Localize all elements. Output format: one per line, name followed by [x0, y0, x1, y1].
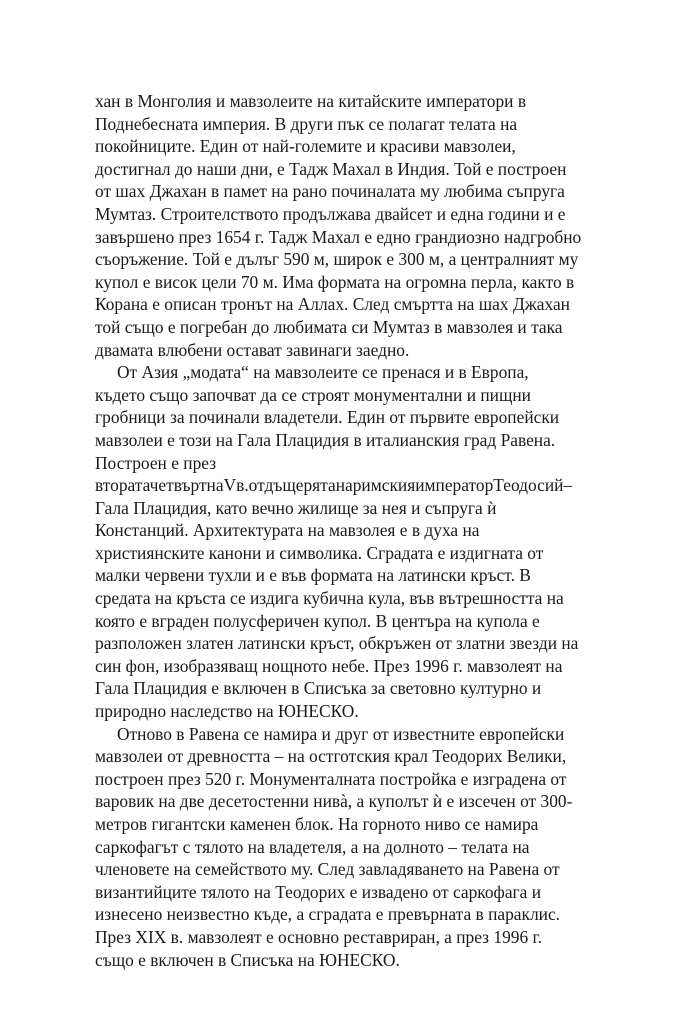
text-line: мавзолеи от древността – на остготския крал Теодорих Велики,: [95, 746, 567, 767]
text-line: Мумтаз. Строителството продължава двайсет и една години и е: [95, 203, 566, 224]
text-line: гробници за починали владетели. Един от първите европейски: [95, 407, 560, 428]
text-line: вторатачетвъртнаVв.отдъщерятанаримскияимператорТеодосий–: [95, 475, 573, 496]
paragraph: [95, 723, 615, 972]
text-line: Корана е описан тронът на Аллах. След смъртта на шах Джахан: [95, 294, 570, 315]
text-line: малки червени тухли и е във формата на латински кръст. В: [95, 565, 531, 586]
text-line: която е вграден полусферичен купол. В центъра на купола е: [95, 610, 540, 631]
text-line: построен през 520 г. Монументалната постройка е изградена от: [95, 768, 567, 789]
text-line: покойниците. Един от най-големите и красиви мавзолеи,: [95, 136, 516, 157]
text-line: двамата влюбени остават завинаги заедно.: [95, 339, 410, 360]
text-line: мавзолеи е този на Гала Плацидия в италианския град Равена.: [95, 429, 556, 450]
text-line: разположен златен латински кръст, обкръжен от златни звезди на: [95, 633, 579, 654]
text-line: християнските канони и символика. Сградата е издигната от: [95, 542, 544, 563]
text-line: от шах Джахан в памет на рано починалата му любима съпруга: [95, 181, 565, 202]
text-line: Отново в Равена се намира и друг от известните европейски: [117, 723, 565, 744]
text-line: хан в Монголия и мавзолеите на китайските императори в: [95, 91, 527, 111]
text-line: От Азия „модата“ на мавзолеите се пренася и в Европа,: [117, 362, 529, 383]
text-line: Гала Плацидия е включен в Списъка за световно културно и: [95, 678, 542, 699]
text-line: През XIX в. мавзолеят е основно реставриран, а през 1996 г.: [95, 926, 543, 947]
text-line: византийците тялото на Теодорих е извадено от саркофага и: [95, 881, 542, 902]
body-text: [95, 90, 615, 971]
paragraph: [95, 361, 615, 723]
text-line: метров гигантски каменен блок. На горното ниво се намира: [95, 814, 539, 834]
text-line: също е включен в Списъка на ЮНЕСКО.: [95, 949, 400, 970]
text-line: членовете на семейството му. След завладяването на Равена от: [95, 859, 560, 880]
text-line: съоръжение. Той е дълъг 590 м, широк е 300 м, а централният му: [95, 249, 579, 270]
text-line: варовик на две десетостенни нивà, а куполът ѝ е изсечен от 300-: [95, 791, 573, 812]
text-line: средата на кръста се издига кубична кула, във вътрешността на: [95, 588, 564, 609]
text-line: син фон, изобразяващ нощното небе. През 1996 г. мавзолеят на: [95, 655, 563, 676]
text-line: завършено през 1654 г. Тадж Махал е едно грандиозно надгробно: [95, 226, 582, 247]
text-line: достигнал до наши дни, е Тадж Махал в Индия. Той е построен: [95, 158, 567, 179]
text-line: Поднебесната империя. В други пък се полагат телата на: [95, 113, 518, 134]
text-line: природно наследство на ЮНЕСКО.: [95, 701, 359, 722]
text-line: Построен е през: [95, 452, 217, 473]
text-line: Констанций. Архитектурата на мавзолея е в духа на: [95, 520, 480, 541]
text-line: където също започват да се строят монументални и пищни: [95, 384, 531, 405]
text-line: изнесено неизвестно къде, а сградата е превърната в параклис.: [95, 904, 561, 925]
text-line: той също е погребан до любимата си Мумтаз в мавзолея и така: [95, 316, 563, 337]
text-line: Гала Плацидия, като вечно жилище за нея и съпруга ѝ: [95, 497, 497, 518]
paragraph: [95, 90, 615, 361]
text-line: купол е висок цели 70 м. Има формата на огромна перла, както в: [95, 271, 575, 292]
text-line: саркофагът с тялото на владетеля, а на долното – телата на: [95, 836, 530, 857]
